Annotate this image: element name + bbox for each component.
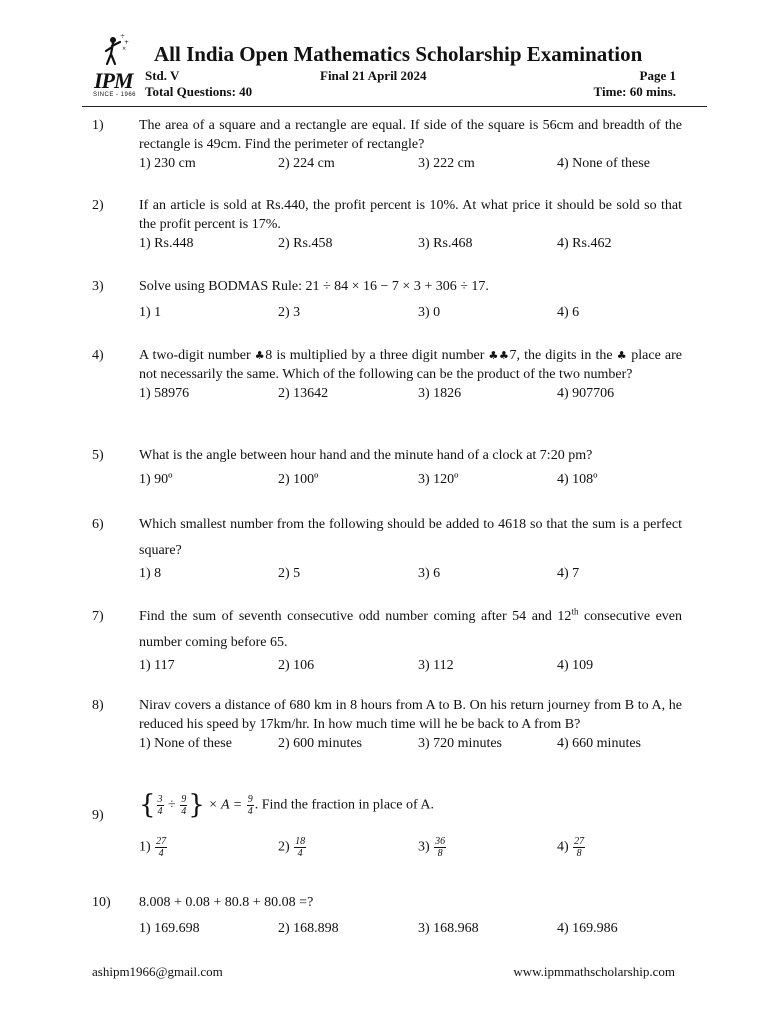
denominator: 8 [576,848,582,859]
exam-title: All India Open Mathematics Scholarship Examination [154,42,643,66]
question-text: Which smallest number from the following should be added to 4618 so that the sum is a perfect square? [139,517,682,558]
question-number: 7) [92,609,104,624]
answer-options [139,303,580,323]
fraction [155,836,167,859]
header-divider [82,106,707,107]
standard-label: Std. V [145,68,180,83]
question-text [139,346,682,384]
fraction [247,794,254,817]
answer-options [139,656,682,676]
answer-options [139,564,682,584]
question-6 [92,512,682,584]
numerator: 27 [156,836,167,847]
question-text-part: 8 is multiplied by a three digit number [265,348,489,363]
club-icon: ♣ [616,349,628,362]
svg-text:÷: ÷ [120,33,126,40]
question-2 [92,196,682,254]
question-number: 1) [92,118,104,133]
denominator: 4 [157,806,163,817]
question-8 [92,696,682,754]
denominator: 8 [437,848,443,859]
ipm-logo [88,32,140,102]
option-4: 4) 109 [557,658,594,673]
svg-text:×: × [122,46,127,52]
question-text: 8.008 + 0.08 + 80.8 + 80.08 =? [139,895,314,910]
logo-since: SINCE - 1966 [93,92,137,98]
option-4: 4) 660 minutes [557,736,641,751]
close-brace: } [188,790,205,820]
question-text: The area of a square and a rectangle are equal. If side of the square is 56cm and breadth of the rectangle is 49cm. Find the perimeter of rectangle? [139,118,682,152]
option-1: 1) 230 cm [139,156,196,171]
question-7 [92,604,682,676]
option-3: 3) 0 [418,305,441,320]
option-1: 1) 58976 [139,386,190,401]
question-text-part: Find the sum of seventh consecutive odd number coming after 54 and 12 [139,609,572,624]
option-3: 3) 6 [418,566,441,581]
option-2: 2) 3 [278,305,301,320]
option-2: 2) 168.898 [278,921,339,936]
option-label: 1) [139,839,151,855]
option-4: 4) 108º [557,472,598,487]
question-number: 6) [92,517,104,532]
option-2: 2) 224 cm [278,156,335,171]
question-5 [92,446,598,490]
fraction [180,794,187,817]
answer-options [139,919,618,939]
question-4 [92,346,682,404]
numerator: 9 [181,794,187,805]
denominator: 4 [181,806,187,817]
question-text: Solve using BODMAS Rule: 21 ÷ 84 × 16 − 7 × 3 + 306 ÷ 17. [139,279,489,294]
question-1 [92,116,682,174]
numerator: 27 [574,836,585,847]
answer-options [139,234,682,254]
question-number: 3) [92,279,104,294]
question-text-part: 7, the digits in the [509,348,617,363]
open-brace: { [139,790,156,820]
footer-website: www.ipmmathscholarship.com [513,964,675,979]
question-text-part: . Find the fraction in place of A. [254,797,434,813]
option-1: 1) None of these [139,736,232,751]
option-2 [278,836,307,859]
option-1 [139,836,168,859]
denominator: 4 [247,806,253,817]
question-text [139,790,682,832]
numerator: 3 [157,794,163,805]
svg-text:+: + [124,39,130,46]
option-1: 1) 90º [139,472,173,487]
answer-options [139,734,682,754]
numerator: 36 [435,836,446,847]
option-2: 2) Rs.458 [278,236,333,251]
question-10 [92,893,618,939]
fraction [573,836,585,859]
option-2: 2) 600 minutes [278,736,362,751]
option-label: 3) [418,839,430,855]
option-4 [557,836,586,859]
option-2: 2) 106 [278,658,315,673]
option-1: 1) 1 [139,305,162,320]
fraction [157,794,164,817]
option-3: 3) Rs.468 [418,236,473,251]
question-9 [92,790,682,872]
numerator: 18 [295,836,306,847]
club-icon: ♣♣ [488,349,510,362]
option-4: 4) Rs.462 [557,236,612,251]
answer-options [139,470,598,490]
option-3: 3) 1826 [418,386,462,401]
question-text: Nirav covers a distance of 680 km in 8 hours from A to B. On his return journey from B to A, he reduced his speed by 17km/hr. In how much time will he be back to A from B? [139,698,682,732]
option-4: 4) 7 [557,566,580,581]
denominator: 4 [297,848,303,859]
question-text [139,604,682,656]
question-text: What is the angle between hour hand and the minute hand of a clock at 7:20 pm? [139,448,593,463]
option-label: 4) [557,839,569,855]
option-2: 2) 100º [278,472,319,487]
option-3: 3) 720 minutes [418,736,502,751]
question-text-part: consecutive even number coming before 65. [139,609,682,650]
question-number: 9) [92,808,104,823]
total-questions: Total Questions: 40 [145,84,253,99]
answer-options [139,384,682,404]
time-limit: Time: 60 mins. [593,84,676,99]
footer-email: ashipm1966@gmail.com [92,964,223,979]
option-4: 4) 169.986 [557,921,618,936]
option-3: 3) 120º [418,472,459,487]
question-text: If an article is sold at Rs.440, the profit percent is 10%. At what price it should be sold so that the profit percent is 17%. [139,198,682,232]
question-text-part: place are not necessarily the same. Which of the following can be the product of the two number? [139,348,682,382]
club-icon: ♣ [254,349,266,362]
option-2: 2) 5 [278,566,301,581]
answer-options [139,836,682,872]
question-number: 4) [92,348,104,363]
denominator: 4 [158,848,164,859]
option-3 [418,836,447,859]
option-1: 1) 169.698 [139,921,200,936]
option-1: 1) 117 [139,658,175,673]
question-number: 2) [92,198,104,213]
question-3 [92,277,580,323]
numerator: 9 [247,794,253,805]
question-number: 10) [92,895,111,910]
mathematician-figure-icon [100,32,130,68]
option-4: 4) 6 [557,305,580,320]
answer-options [139,154,682,174]
equation-part: × A = [208,797,243,813]
logo-wordmark: IPM [94,68,133,93]
option-4: 4) 907706 [557,386,615,401]
divide-sign: ÷ [168,797,176,813]
question-number: 8) [92,698,104,713]
superscript: th [571,606,579,617]
question-number: 5) [92,448,104,463]
option-2: 2) 13642 [278,386,329,401]
option-3: 3) 168.968 [418,921,479,936]
option-3: 3) 112 [418,658,454,673]
option-1: 1) Rs.448 [139,236,194,251]
option-1: 1) 8 [139,566,162,581]
option-3: 3) 222 cm [418,156,475,171]
option-4: 4) None of these [557,156,650,171]
fraction [294,836,306,859]
exam-header [88,30,708,108]
question-text-part: A two-digit number [139,348,255,363]
option-label: 2) [278,839,290,855]
exam-date: Final 21 April 2024 [320,68,427,83]
page-number: Page 1 [639,68,676,83]
fraction [434,836,446,859]
